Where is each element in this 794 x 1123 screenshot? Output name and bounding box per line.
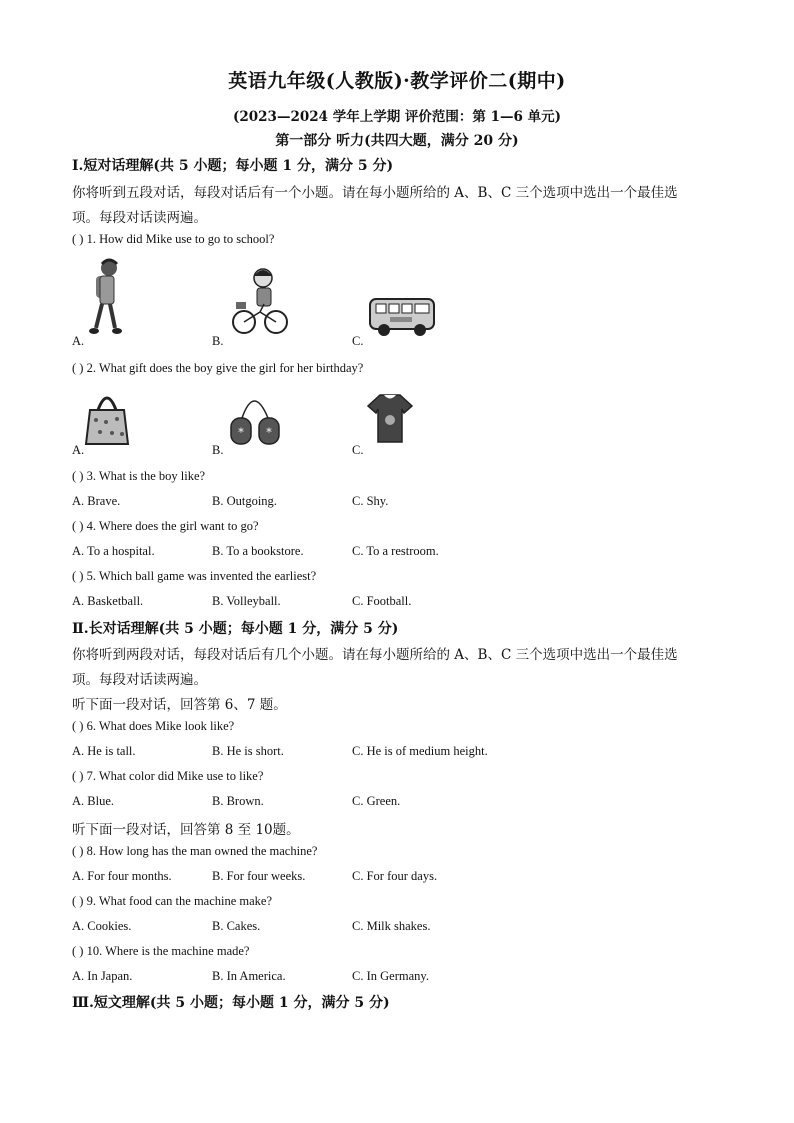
- q4-option-c: C. To a restroom.: [352, 544, 439, 558]
- section1-instruction-line2: 项。每段对话读两遍。: [72, 210, 207, 226]
- q2-option-b: B.: [212, 443, 224, 457]
- bus-picture: [368, 295, 438, 343]
- q2-option-a: A.: [72, 443, 85, 457]
- boy-on-bicycle-picture: [230, 266, 290, 340]
- page-subtitle: (2023—2024 学年上学期 评价范围：第 1—6 单元): [232, 109, 561, 125]
- q5-option-a: A. Basketball.: [72, 594, 144, 608]
- question-3: ( ) 3. What is the boy like?: [72, 469, 206, 483]
- q2-option-c: C.: [352, 443, 364, 457]
- q8-option-c: C. For four days.: [352, 869, 438, 883]
- part-one-heading: 第一部分 听力(共四大题，满分 20 分): [275, 133, 519, 149]
- question-4: ( ) 4. Where does the girl want to go?: [72, 519, 259, 533]
- q6-option-b: B. He is short.: [212, 744, 284, 758]
- q3-option-c: C. Shy.: [352, 494, 389, 508]
- q10-option-a: A. In Japan.: [72, 969, 133, 983]
- q6-option-c: C. He is of medium height.: [352, 744, 488, 758]
- section2-instruction-line1: 你将听到两段对话，每段对话后有几个小题。请在每小题所给的 A、B、C 三个选项中选出一个最佳选: [72, 647, 678, 663]
- question-10: ( ) 10. Where is the machine made?: [72, 944, 250, 958]
- page-title: 英语九年级(人教版)·教学评价二(期中): [228, 70, 566, 92]
- question-5: ( ) 5. Which ball game was invented the earliest?: [72, 569, 317, 583]
- q7-option-c: C. Green.: [352, 794, 401, 808]
- question-6: ( ) 6. What does Mike look like?: [72, 719, 235, 733]
- question-8: ( ) 8. How long has the man owned the machine?: [72, 844, 318, 858]
- question-1: ( ) 1. How did Mike use to go to school?: [72, 232, 275, 246]
- svg-text:*: *: [238, 426, 244, 439]
- q1-option-b: B.: [212, 334, 224, 348]
- section2-heading: Ⅱ.长对话理解(共 5 小题；每小题 1 分，满分 5 分): [72, 621, 399, 637]
- q4-option-a: A. To a hospital.: [72, 544, 155, 558]
- dialogue-group-1-intro: 听下面一段对话，回答第 6、7 题。: [72, 697, 287, 713]
- q8-option-a: A. For four months.: [72, 869, 172, 883]
- mittens-picture: [226, 388, 284, 454]
- q1-option-a: A.: [72, 334, 85, 348]
- section1-heading: Ⅰ.短对话理解(共 5 小题；每小题 1 分，满分 5 分): [72, 158, 394, 174]
- question-7: ( ) 7. What color did Mike use to like?: [72, 769, 264, 783]
- q5-option-b: B. Volleyball.: [212, 594, 281, 608]
- q4-option-b: B. To a bookstore.: [212, 544, 304, 558]
- q3-option-a: A. Brave.: [72, 494, 121, 508]
- t-shirt-picture: [366, 392, 414, 448]
- section3-heading: Ⅲ.短文理解(共 5 小题；每小题 1 分，满分 5 分): [72, 995, 390, 1011]
- q9-option-c: C. Milk shakes.: [352, 919, 431, 933]
- section1-instruction-line1: 你将听到五段对话，每段对话后有一个小题。请在每小题所给的 A、B、C 三个选项中选出一个最佳选: [72, 185, 678, 201]
- q7-option-a: A. Blue.: [72, 794, 115, 808]
- dialogue-group-2-intro: 听下面一段对话，回答第 8 至 10题。: [72, 822, 300, 838]
- q5-option-c: C. Football.: [352, 594, 412, 608]
- q1-option-c: C.: [352, 334, 364, 348]
- question-9: ( ) 9. What food can the machine make?: [72, 894, 273, 908]
- q6-option-a: A. He is tall.: [72, 744, 136, 758]
- q3-option-b: B. Outgoing.: [212, 494, 277, 508]
- q10-option-c: C. In Germany.: [352, 969, 429, 983]
- section2-instruction-line2: 项。每段对话读两遍。: [72, 672, 207, 688]
- q10-option-b: B. In America.: [212, 969, 286, 983]
- q8-option-b: B. For four weeks.: [212, 869, 306, 883]
- q9-option-a: A. Cookies.: [72, 919, 132, 933]
- svg-text:*: *: [266, 426, 272, 439]
- handbag-picture: [84, 388, 130, 452]
- walking-student-picture: [82, 256, 128, 346]
- question-2: ( ) 2. What gift does the boy give the girl for her birthday?: [72, 361, 364, 375]
- q7-option-b: B. Brown.: [212, 794, 264, 808]
- q9-option-b: B. Cakes.: [212, 919, 261, 933]
